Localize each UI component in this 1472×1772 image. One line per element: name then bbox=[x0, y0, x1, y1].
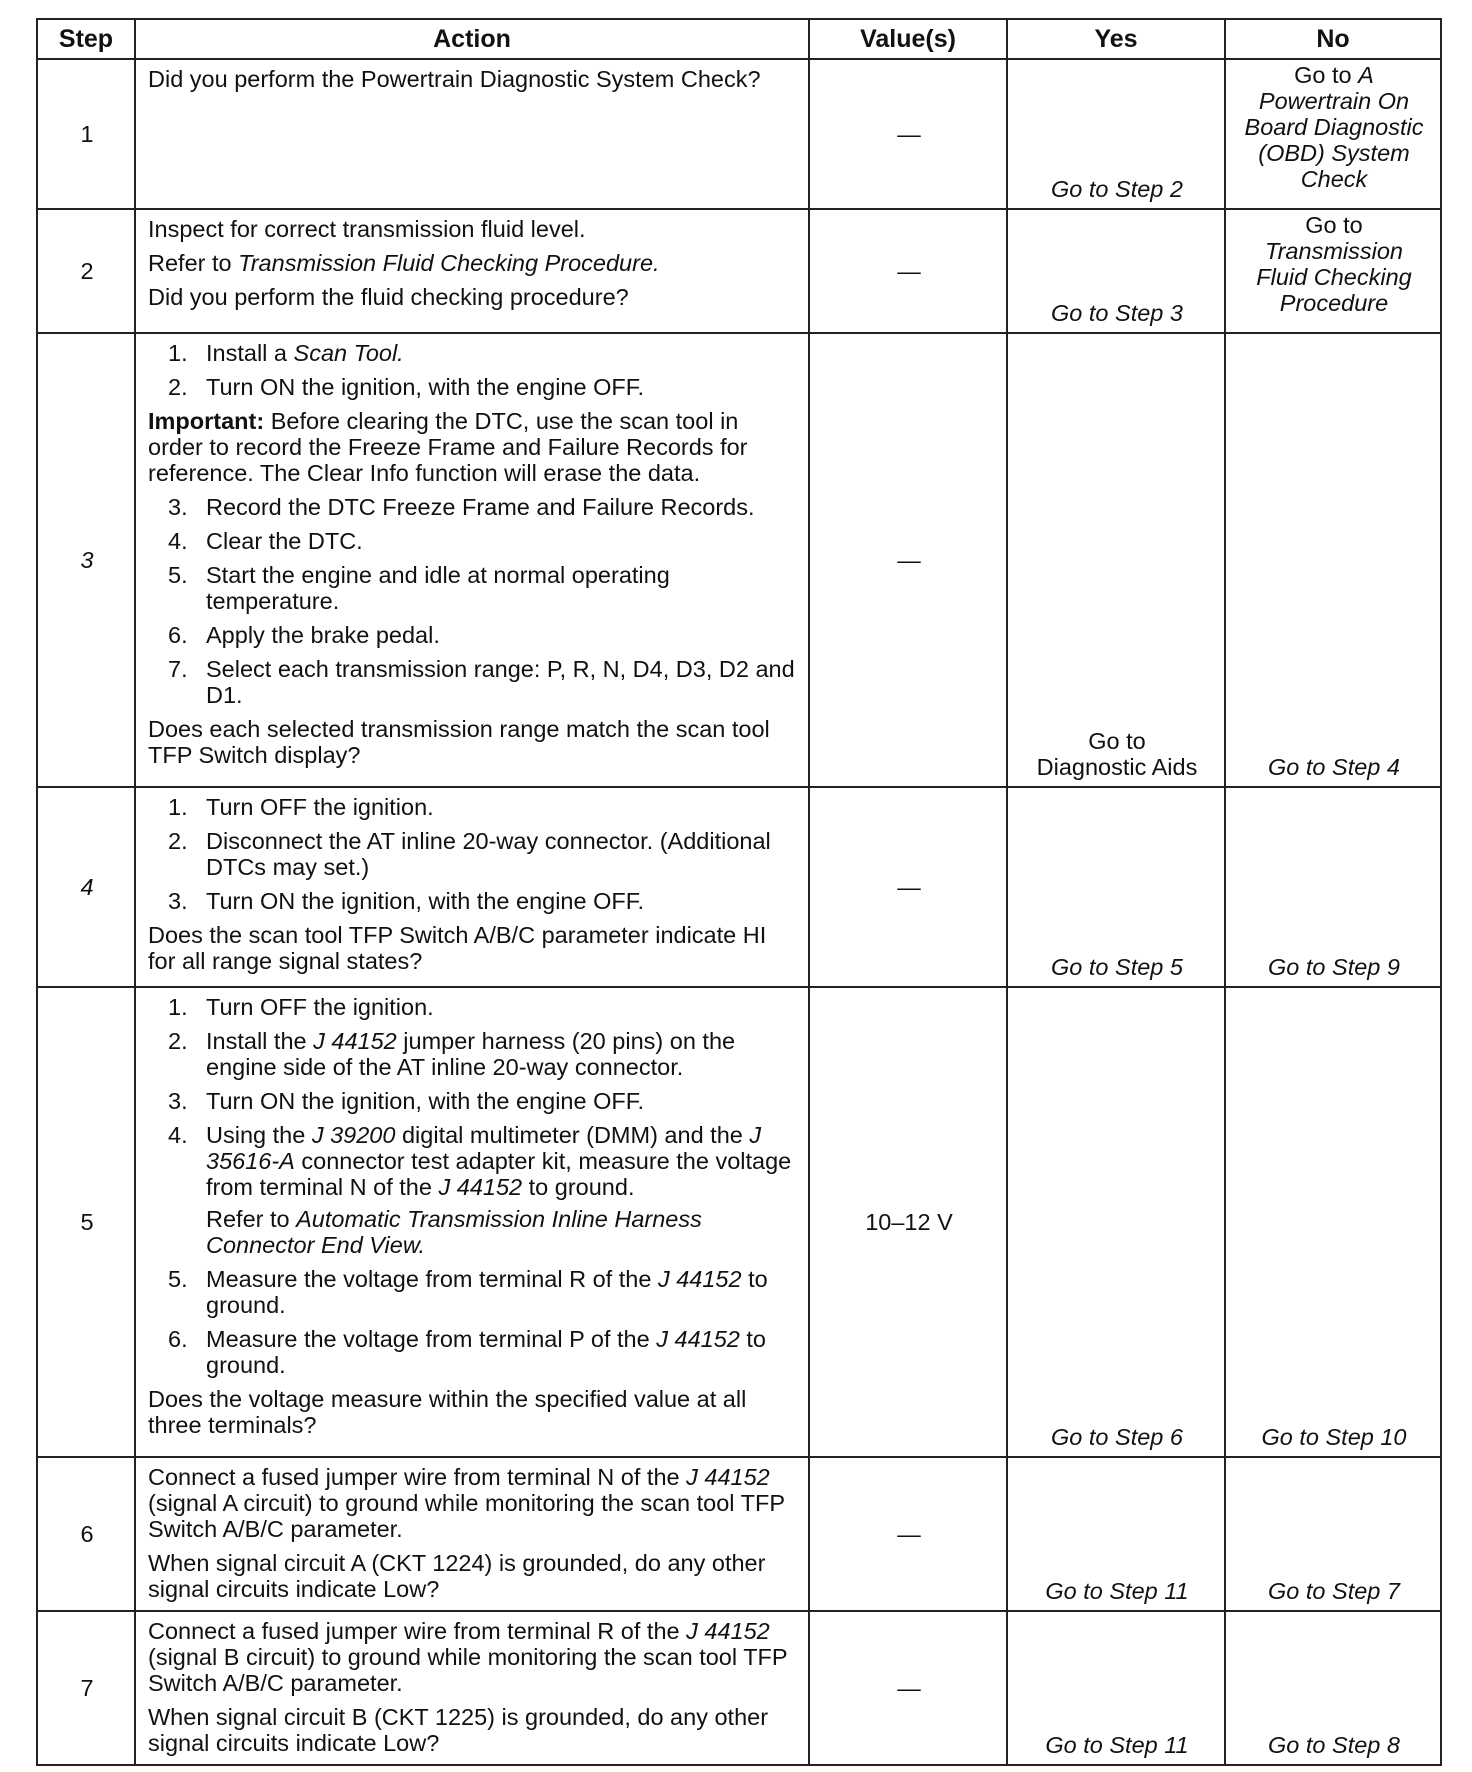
procedure-item: 5. Measure the voltage from terminal R of the J 44152 to ground. bbox=[168, 1266, 768, 1318]
value-cell: — bbox=[809, 787, 1007, 987]
header-yes: Yes bbox=[1007, 19, 1225, 59]
procedure-item: 4. Clear the DTC. bbox=[168, 528, 363, 554]
action-question: When signal circuit B (CKT 1225) is grounded, do any other signal circuits indicate Low? bbox=[148, 1704, 769, 1756]
yes-cell bbox=[1007, 209, 1225, 333]
value-cell: — bbox=[809, 209, 1007, 333]
no-cell bbox=[1225, 1457, 1441, 1611]
value-cell: — bbox=[809, 59, 1007, 209]
action-cell bbox=[135, 987, 809, 1457]
no-text: Go to Step 9 bbox=[1268, 954, 1400, 980]
value-cell: 10–12 V bbox=[809, 987, 1007, 1457]
table-row bbox=[37, 1611, 1441, 1765]
header-values: Value(s) bbox=[809, 19, 1007, 59]
yes-text-prefix: Go to bbox=[1088, 728, 1146, 754]
action-cell bbox=[135, 1457, 809, 1611]
action-cell bbox=[135, 787, 809, 987]
yes-cell bbox=[1007, 59, 1225, 209]
value-cell: — bbox=[809, 333, 1007, 787]
reference-link: Transmission Fluid Checking Procedure. bbox=[238, 250, 660, 276]
no-text-prefix: Go to bbox=[1294, 62, 1352, 88]
table-row bbox=[37, 987, 1441, 1457]
no-cell bbox=[1225, 987, 1441, 1457]
procedure-item: 1. Turn OFF the ignition. bbox=[168, 994, 434, 1020]
action-question: Did you perform the fluid checking procedure? bbox=[148, 284, 629, 310]
header-row bbox=[37, 19, 1441, 59]
important-label: Important: bbox=[148, 408, 265, 434]
no-cell bbox=[1225, 209, 1441, 333]
table-row bbox=[37, 333, 1441, 787]
yes-cell bbox=[1007, 1611, 1225, 1765]
procedure-item: 5. Start the engine and idle at normal operating temperature. bbox=[168, 562, 670, 614]
yes-text: Go to Step 3 bbox=[1051, 300, 1183, 326]
header-step: Step bbox=[37, 19, 135, 59]
procedure-list bbox=[148, 340, 798, 400]
step-number: 6 bbox=[37, 1457, 135, 1611]
yes-text: Go to Step 5 bbox=[1051, 954, 1183, 980]
step-number: 2 bbox=[37, 209, 135, 333]
action-text: Inspect for correct transmission fluid level. bbox=[148, 216, 586, 242]
no-text: Go to Step 10 bbox=[1261, 1424, 1407, 1450]
no-cell bbox=[1225, 787, 1441, 987]
action-cell bbox=[135, 59, 809, 209]
procedure-item: 7. Select each transmission range: P, R, N, D4, D3, D2 and D1. bbox=[168, 656, 795, 708]
reference-note: Refer to Automatic Transmission Inline Harness Connector End View. bbox=[206, 1206, 702, 1258]
action-question: Does each selected transmission range match the scan tool TFP Switch display? bbox=[148, 716, 770, 768]
value-cell: — bbox=[809, 1611, 1007, 1765]
header-action: Action bbox=[135, 19, 809, 59]
yes-cell bbox=[1007, 787, 1225, 987]
action-text: Connect a fused jumper wire from terminal N of the J 44152 (signal A circuit) to ground while monitoring the scan tool TFP Switch A/B/C parameter. bbox=[148, 1464, 785, 1542]
no-cell bbox=[1225, 59, 1441, 209]
no-cell bbox=[1225, 1611, 1441, 1765]
yes-cell bbox=[1007, 1457, 1225, 1611]
yes-text-link: Diagnostic Aids bbox=[1036, 754, 1198, 780]
yes-cell bbox=[1007, 333, 1225, 787]
value-cell: — bbox=[809, 1457, 1007, 1611]
step-number: 4 bbox=[37, 787, 135, 987]
header-no: No bbox=[1225, 19, 1441, 59]
no-text-link: A Powertrain On Board Diagnostic (OBD) System Check bbox=[1244, 62, 1424, 192]
no-text: Go to Step 8 bbox=[1268, 1732, 1400, 1758]
yes-text: Go to Step 11 bbox=[1045, 1578, 1189, 1604]
table-row bbox=[37, 787, 1441, 987]
action-cell bbox=[135, 1611, 809, 1765]
procedure-list bbox=[148, 994, 798, 1378]
action-text: Connect a fused jumper wire from terminal R of the J 44152 (signal B circuit) to ground while monitoring the scan tool TFP Switch A/B/C parameter. bbox=[148, 1618, 788, 1696]
procedure-item: 3. Turn ON the ignition, with the engine OFF. bbox=[168, 1088, 645, 1114]
no-text-prefix: Go to bbox=[1305, 212, 1363, 238]
procedure-item: 2. Disconnect the AT inline 20-way connector. (Additional DTCs may set.) bbox=[168, 828, 771, 880]
procedure-item: 1. Turn OFF the ignition. bbox=[168, 794, 434, 820]
action-text: Did you perform the Powertrain Diagnostic System Check? bbox=[148, 66, 761, 92]
no-text-link: Transmission Fluid Checking Procedure bbox=[1256, 238, 1412, 316]
table-row bbox=[37, 1457, 1441, 1611]
yes-text: Go to Step 2 bbox=[1051, 176, 1183, 202]
step-number: 1 bbox=[37, 59, 135, 209]
procedure-list bbox=[148, 794, 798, 914]
table-row bbox=[37, 209, 1441, 333]
no-cell bbox=[1225, 333, 1441, 787]
step-number: 5 bbox=[37, 987, 135, 1457]
procedure-item: 2. Turn ON the ignition, with the engine OFF. bbox=[168, 374, 645, 400]
action-question: Does the scan tool TFP Switch A/B/C parameter indicate HI for all range signal states? bbox=[148, 922, 767, 974]
table-row bbox=[37, 59, 1441, 209]
yes-text: Go to Step 11 bbox=[1045, 1732, 1189, 1758]
action-text: Refer to Transmission Fluid Checking Procedure. bbox=[148, 250, 660, 276]
action-question: When signal circuit A (CKT 1224) is grounded, do any other signal circuits indicate Low? bbox=[148, 1550, 766, 1602]
diagnostic-table bbox=[36, 18, 1442, 1766]
action-cell bbox=[135, 333, 809, 787]
procedure-item: 6. Measure the voltage from terminal P of the J 44152 to ground. bbox=[168, 1326, 766, 1378]
step-number: 3 bbox=[37, 333, 135, 787]
procedure-item: 4. Using the J 39200 digital multimeter (DMM) and the J 35616-A connector test adapter kit, measure the voltage from terminal N of the J 44152 to ground. Refer to Automatic Transmission Inline Harness Connector End View. bbox=[148, 1122, 798, 1258]
no-text: Go to Step 7 bbox=[1268, 1578, 1400, 1604]
yes-cell bbox=[1007, 987, 1225, 1457]
action-cell bbox=[135, 209, 809, 333]
yes-text: Go to Step 6 bbox=[1051, 1424, 1183, 1450]
procedure-item: 3. Turn ON the ignition, with the engine OFF. bbox=[168, 888, 645, 914]
procedure-item: 1. Install a Scan Tool. bbox=[168, 340, 404, 366]
important-note: Important: Before clearing the DTC, use the scan tool in order to record the Freeze Frame and Failure Records for reference. The Clear Info function will erase the data. bbox=[148, 408, 748, 486]
step-number: 7 bbox=[37, 1611, 135, 1765]
action-question: Does the voltage measure within the specified value at all three terminals? bbox=[148, 1386, 747, 1438]
procedure-item: 3. Record the DTC Freeze Frame and Failure Records. bbox=[168, 494, 755, 520]
procedure-item: 6. Apply the brake pedal. bbox=[168, 622, 440, 648]
procedure-list bbox=[148, 494, 798, 708]
no-text: Go to Step 4 bbox=[1268, 754, 1400, 780]
procedure-item: 2. Install the J 44152 jumper harness (20 pins) on the engine side of the AT inline 20-way connector. bbox=[168, 1028, 736, 1080]
